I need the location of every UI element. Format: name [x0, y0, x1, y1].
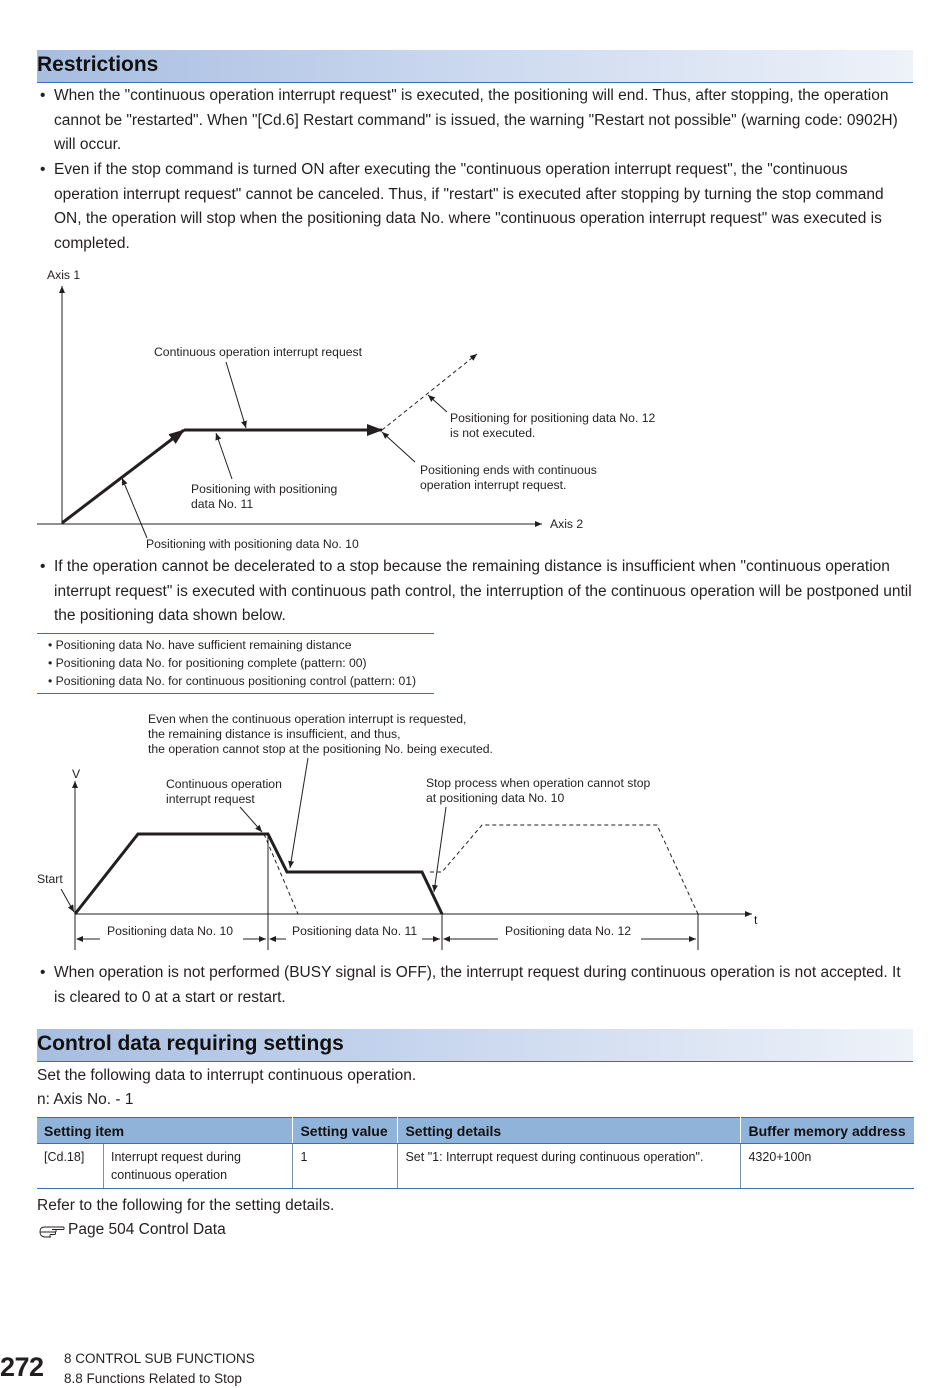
segment-label-no11: Positioning data No. 11	[292, 924, 418, 938]
stop-label-line1: Stop process when operation cannot stop	[426, 776, 651, 790]
bullet-dot: •	[40, 161, 46, 178]
header-setting-item: Setting item	[37, 1118, 293, 1144]
label-no11-line1: Positioning with positioning	[191, 482, 338, 496]
ideal-decel-dashed	[264, 834, 298, 914]
refer-text: Refer to the following for the setting details.	[37, 1197, 335, 1214]
bullet-item	[40, 961, 914, 1010]
list-item: • Positioning data No. for positioning complete (pattern: 00)	[48, 656, 367, 670]
header-buffer-address: Buffer memory address	[741, 1118, 914, 1144]
bullet-item	[40, 158, 914, 257]
no12-profile-dashed	[430, 825, 698, 914]
footer-chapter: 8 CONTROL SUB FUNCTIONS	[64, 1351, 255, 1366]
leader-no10	[122, 478, 147, 538]
control-data-table	[37, 1117, 914, 1189]
note-line3: the operation cannot stop at the positioning No. being executed.	[148, 742, 493, 756]
table-row	[37, 1144, 914, 1189]
note-leader	[290, 758, 308, 868]
segment-label-no12: Positioning data No. 12	[505, 924, 632, 938]
restrictions-heading: Restrictions	[37, 53, 159, 76]
control-data-heading: Control data requiring settings	[37, 1032, 344, 1055]
v-axis-label: V	[72, 767, 81, 781]
interrupt-label-line2: interrupt request	[166, 792, 255, 806]
bullet-text: When operation is not performed (BUSY signal is OFF), the interrupt request during continuous operation is not accepted. It is cleared to 0 at a start or restart.	[54, 964, 901, 1006]
list-item: • Positioning data No. have sufficient remaining distance	[48, 638, 352, 652]
page-link-text: Page 504 Control Data	[68, 1221, 226, 1238]
bullet-dot: •	[40, 87, 46, 104]
segment-label-no10: Positioning data No. 10	[107, 924, 234, 938]
bullet-item	[40, 555, 914, 629]
bullet-text: When the "continuous operation interrupt request" is executed, the positioning will end. Thus, after stopping, the operation cannot be "restarted". When "[Cd.6] Restart command" is issued, the warning "Restart not possible" (warning code: 0902H) will occur.	[54, 87, 898, 154]
leader-no12	[428, 395, 447, 412]
cell-address: 4320+100n	[741, 1144, 914, 1189]
start-leader	[61, 889, 74, 912]
label-no12-line1: Positioning for positioning data No. 12	[450, 411, 656, 425]
cell-details: Set "1: Interrupt request during continuous operation".	[398, 1144, 741, 1189]
control-data-heading-bar	[37, 1029, 913, 1062]
note-line1: Even when the continuous operation interrupt is requested,	[148, 712, 467, 726]
axis-note: n: Axis No. - 1	[37, 1091, 134, 1108]
axis-trajectory-diagram	[0, 260, 950, 560]
cell-item-line1: Interrupt request during	[111, 1150, 241, 1164]
label-no12-line2: is not executed.	[450, 426, 536, 440]
page-number: 272	[0, 1352, 44, 1382]
stop-label-line2: at positioning data No. 10	[426, 791, 565, 805]
cell-code: [Cd.18]	[37, 1144, 104, 1189]
bullet-text: If the operation cannot be decelerated to a stop because the remaining distance is insufficient when "continuous operation interrupt request" is executed with continuous path control, the interruption of the continuous operation will be postponed until the positioning data shown below.	[54, 558, 912, 625]
header-setting-details: Setting details	[398, 1118, 741, 1144]
leader-interrupt	[226, 362, 246, 428]
interrupt-label-line1: Continuous operation	[166, 777, 282, 791]
label-no10: Positioning with positioning data No. 10	[146, 537, 359, 551]
velocity-profile	[75, 834, 442, 914]
label-no11-line2: data No. 11	[191, 497, 254, 511]
label-interrupt: Continuous operation interrupt request	[154, 345, 362, 359]
axis1-label: Axis 1	[47, 268, 81, 282]
postpone-conditions-box	[37, 633, 434, 694]
leader-ends	[382, 432, 415, 462]
label-ends-line1: Positioning ends with continuous	[420, 463, 597, 477]
control-data-intro: Set the following data to interrupt continuous operation.	[37, 1067, 417, 1084]
start-label: Start	[37, 872, 63, 886]
list-item-text: Positioning data No. for continuous positioning control (pattern: 01)	[55, 674, 417, 688]
bullet-dot: •	[40, 964, 46, 981]
note-line2: the remaining distance is insufficient, and thus,	[148, 727, 401, 741]
footer-section: 8.8 Functions Related to Stop	[64, 1371, 242, 1386]
velocity-time-diagram	[0, 705, 950, 960]
cell-item-line2: continuous operation	[111, 1168, 228, 1182]
cell-item	[104, 1144, 293, 1189]
header-setting-value: Setting value	[293, 1118, 398, 1144]
path-no10	[62, 430, 184, 523]
bullet-dot: •	[40, 558, 46, 575]
list-item-text: Positioning data No. have sufficient remaining distance	[55, 638, 352, 652]
list-item: • Positioning data No. for continuous positioning control (pattern: 01)	[48, 674, 417, 688]
table-header-row	[37, 1118, 914, 1144]
leader-no11	[216, 433, 232, 479]
stop-leader	[434, 807, 446, 892]
bullet-text: Even if the stop command is turned ON after executing the "continuous operation interrupt request", the "continuous operation interrupt request" cannot be canceled. Thus, if "restart" is executed after stopping by turning the stop command ON, the operation will stop when the positioning data No. where "continuous operation interrupt request" was executed is completed.	[54, 161, 884, 253]
axis2-label: Axis 2	[550, 517, 584, 531]
restrictions-heading-bar	[37, 50, 913, 83]
interrupt-leader	[240, 807, 262, 832]
pointing-hand-icon	[38, 1221, 66, 1239]
t-axis-label: t	[754, 913, 758, 927]
label-ends-line2: operation interrupt request.	[420, 478, 567, 492]
list-item-text: Positioning data No. for positioning complete (pattern: 00)	[55, 656, 367, 670]
cell-value: 1	[293, 1144, 398, 1189]
bullet-item	[40, 84, 914, 158]
